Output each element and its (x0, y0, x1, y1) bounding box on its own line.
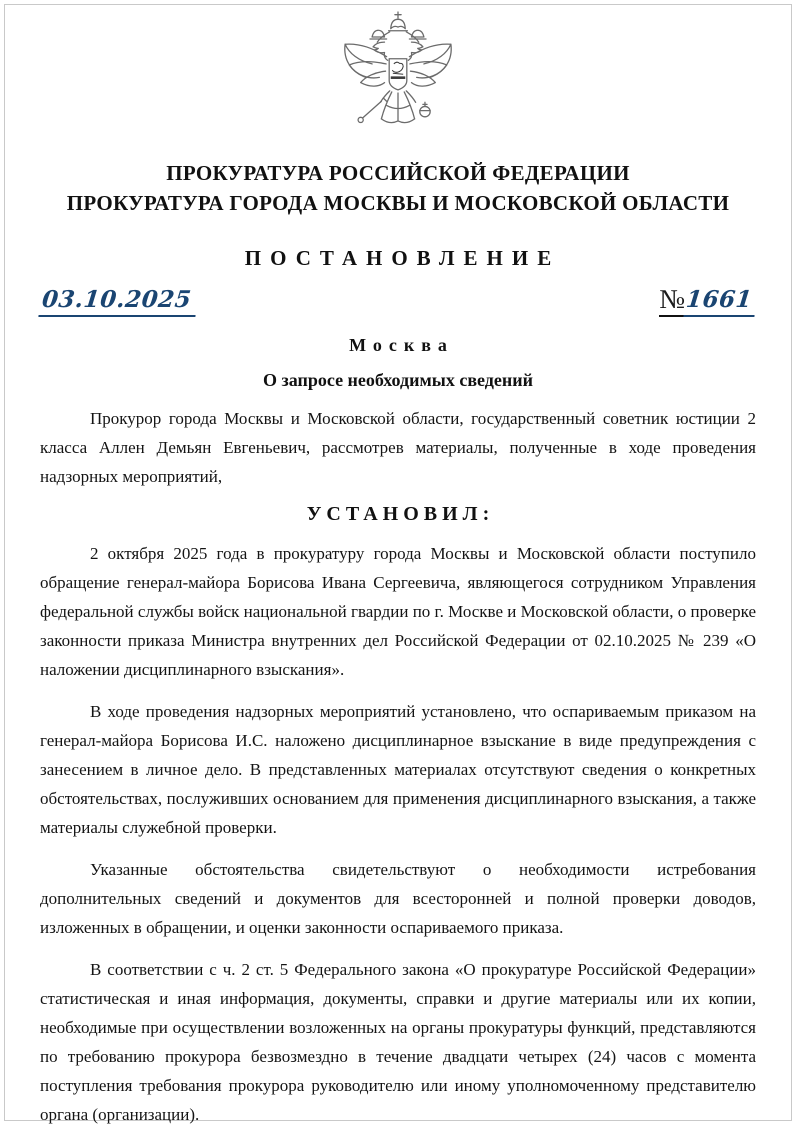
date-number-row (40, 283, 756, 317)
numero-sign: № (659, 286, 685, 317)
resolution-heading: УСТАНОВИЛ: (306, 503, 495, 525)
russia-coat-of-arms-icon (333, 10, 463, 150)
document-number-value: 1661 (683, 286, 757, 317)
body-paragraph-2: В ходе проведения надзорных мероприятий установлено, что оспариваемым приказом на генерал-майора Борисова И.С. наложено дисциплинарное взыскание в виде предупреждения с занесением в личное дело. В представленных материалах отсутствуют сведения о конкретных обстоятельствах, послуживших основанием для применения дисциплинарного взыскания, а также материалы служебной проверки. (40, 702, 756, 837)
document-number (659, 286, 756, 317)
body-paragraph-1: 2 октября 2025 года в прокуратуру города Москвы и Московской области поступило обращение генерал-майора Борисова Ивана Сергеевича, являющегося сотрудником Управления федеральной службы войск национальной гвардии по г. Москве и Московской области, о проверке законности приказа Министра внутренних дел Российской Федерации от 02.10.2025 № 239 «О наложении дисциплинарного взыскания». (40, 544, 756, 679)
city-line: Москва (349, 335, 454, 355)
org-name-line2: ПРОКУРАТУРА ГОРОДА МОСКВЫ И МОСКОВСКОЙ ОБЛАСТИ (66, 191, 730, 215)
org-name-line1: ПРОКУРАТУРА РОССИЙСКОЙ ФЕДЕРАЦИИ (166, 161, 630, 185)
body-paragraph-3: Указанные обстоятельства свидетельствуют о необходимости истребования дополнительных сведений и документов для всесторонней и полной проверки доводов, изложенных в обращении, и оценки законности оспариваемого приказа. (40, 860, 756, 937)
document-subject: О запросе необходимых сведений (262, 370, 533, 390)
intro-paragraph: Прокурор города Москвы и Московской области, государственный советник юстиции 2 класса Аллен Демьян Евгеньевич, рассмотрев материалы, полученные в ходе проведения надзорных мероприятий, (40, 409, 756, 486)
document-date: 03.10.2025 (38, 286, 198, 317)
body-paragraph-4: В соответствии с ч. 2 ст. 5 Федерального закона «О прокуратуре Российской Федерации» статистическая и иная информация, документы, справки и другие материалы или их копии, необходимые при осуществлении возложенных на органы прокуратуры функций, представляются по требованию прокурора безвозмездно в течение двадцати четырех (24) часов с момента поступления требования прокурора руководителю или иному уполномоченному представителю органа (организации). (40, 960, 756, 1124)
document-type-title: ПОСТАНОВЛЕНИЕ (244, 246, 561, 270)
